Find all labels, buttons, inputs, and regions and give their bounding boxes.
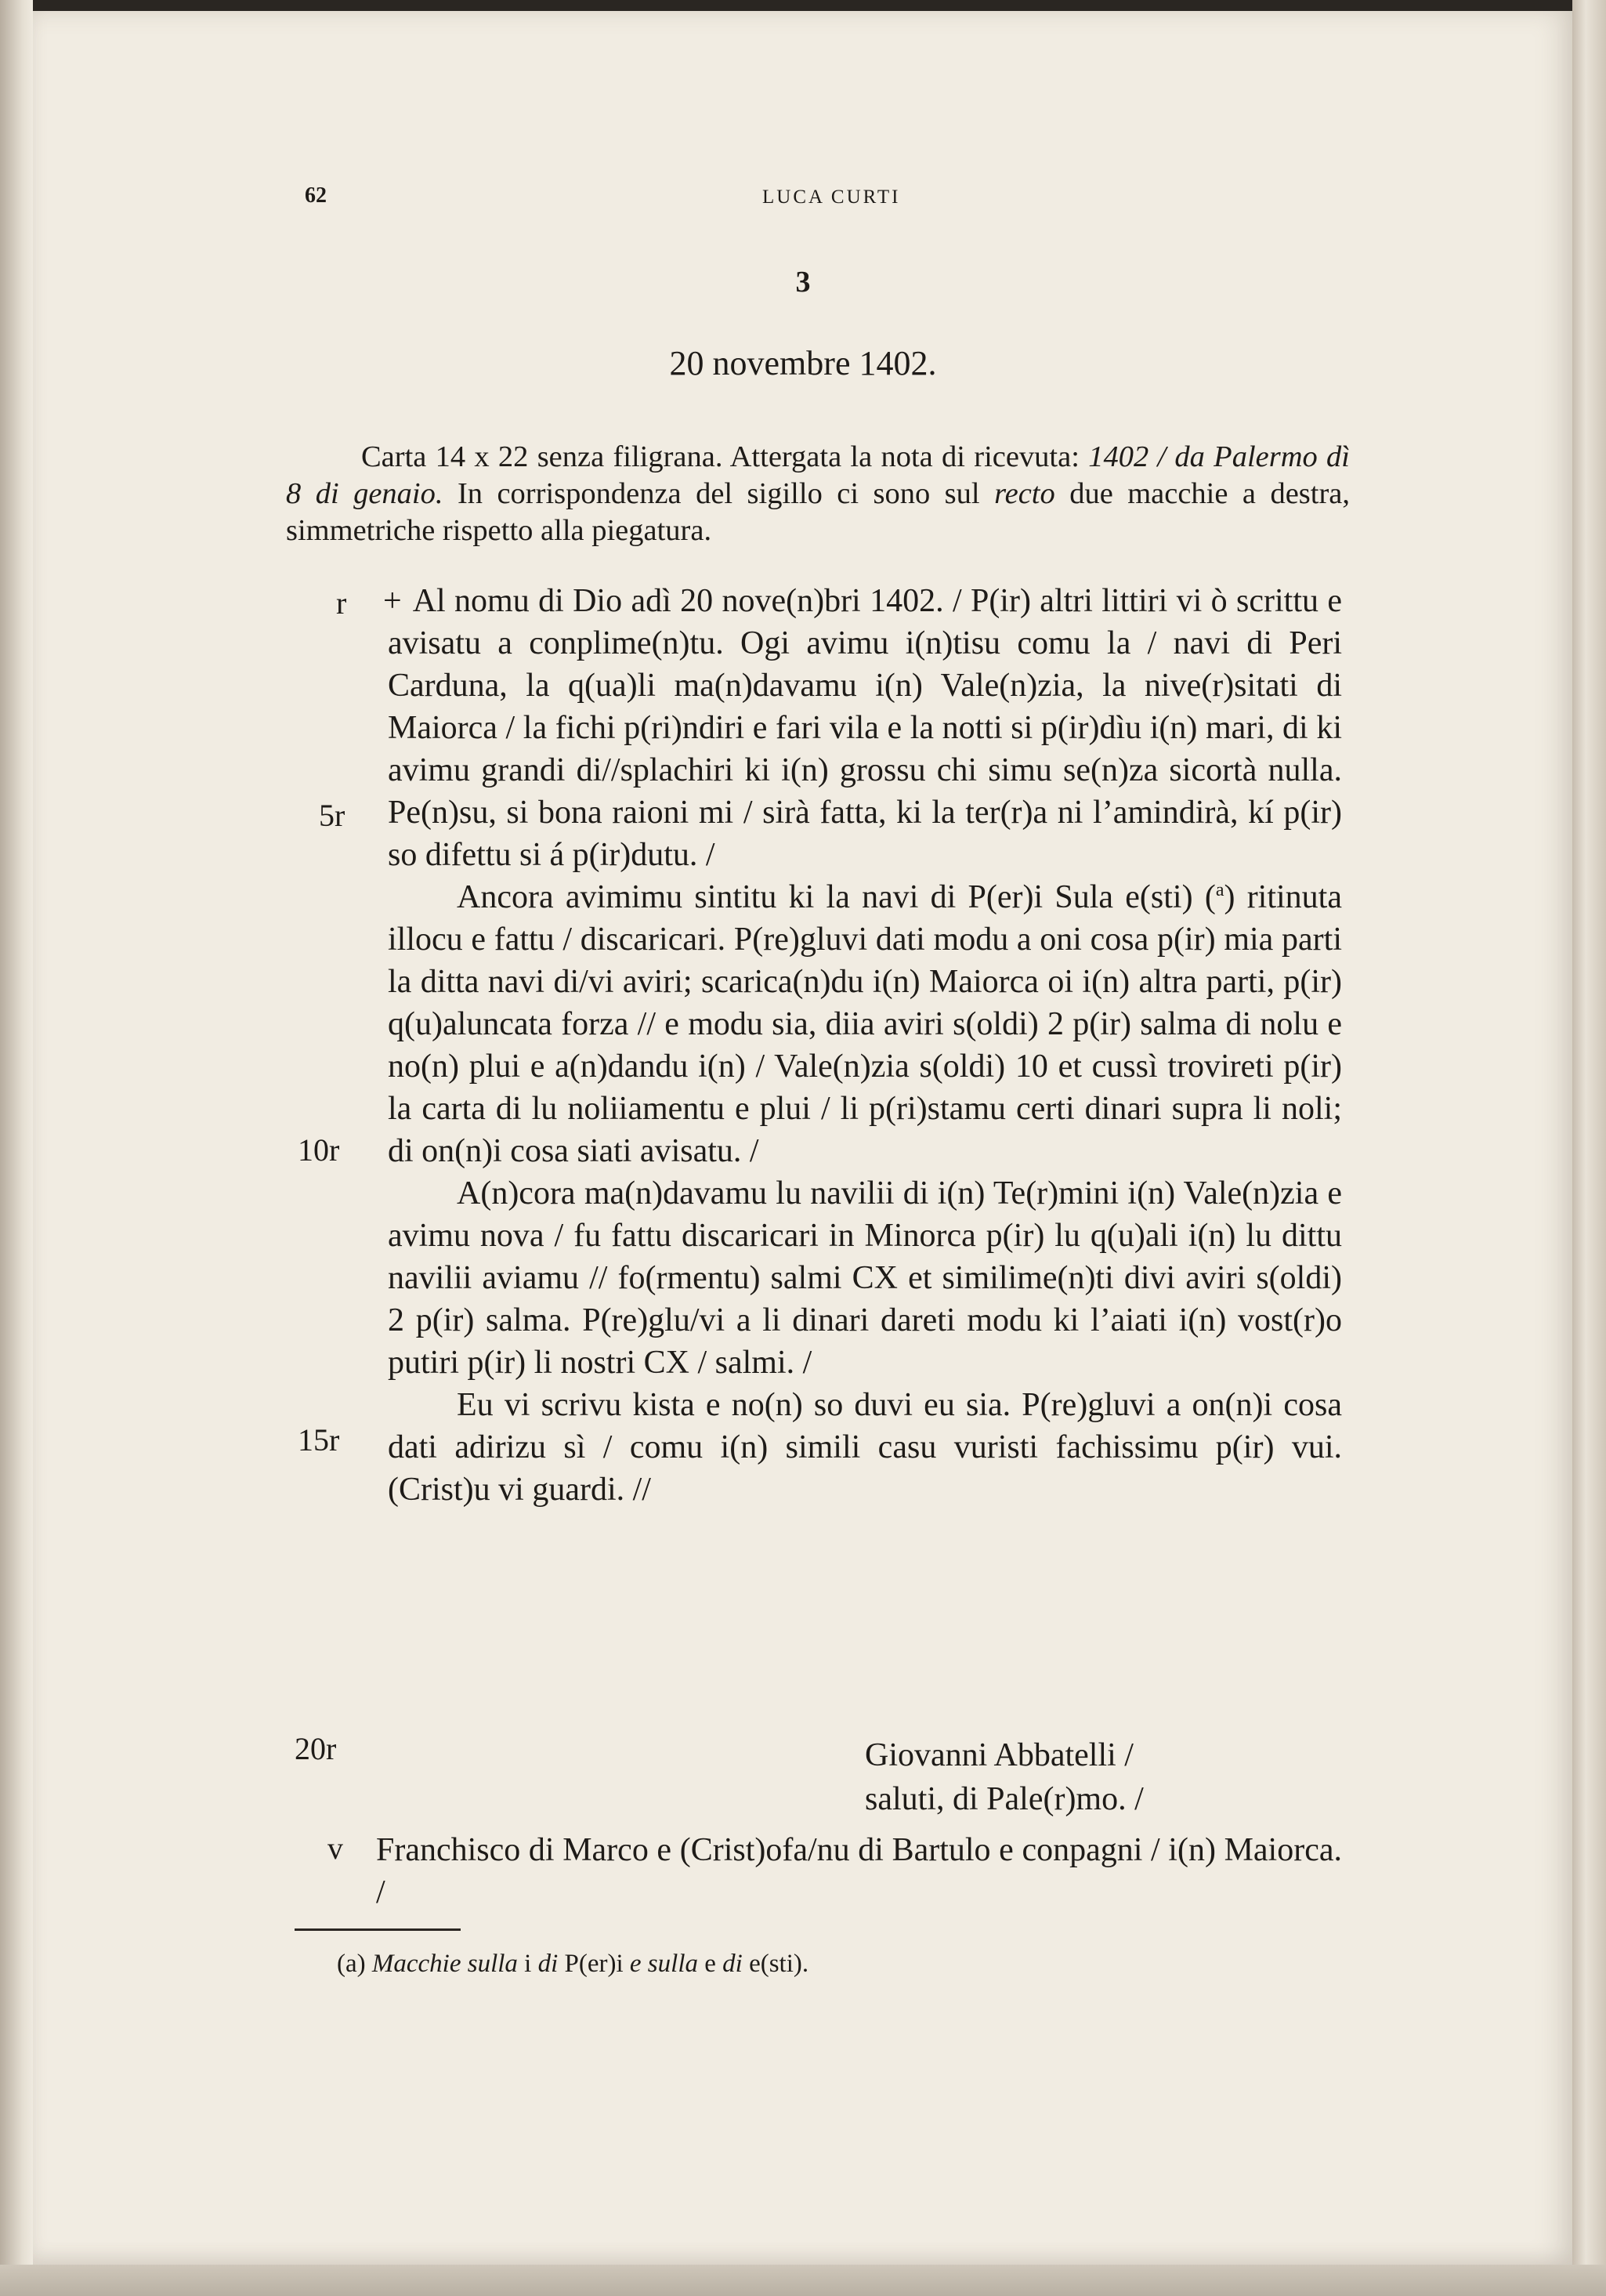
line-marker-15r: 15r [298, 1422, 340, 1458]
signature-block [865, 1733, 1144, 1821]
signature-line-1: Giovanni Abbatelli / [865, 1737, 1134, 1773]
letter-paragraph-2 [388, 876, 1342, 1172]
cross-symbol: + [383, 583, 402, 619]
footnote-italic-1: Macchie sulla [371, 1950, 518, 1978]
description-text-1: Carta 14 x 22 senza filigrana. Attergata la nota di ricevuta: [361, 440, 1089, 473]
footnote-roman-4: e(sti). [742, 1950, 809, 1978]
letter-paragraph-3: A(n)cora ma(n)davamu lu navilii di i(n) Te(r)mini i(n) Vale(n)zia e avimu nova / fu fattu discaricari in Minorca p(ir) lu q(u)ali i(n) lu dittu navilii aviamu // fo(rmentu) salmi CX et similime(n)ti divi aviri s(oldi) 2 p(ir) salma. P(re)glu/vi a li dinari dareti modu ki l’aiati i(n) vost(r)o putiri p(ir) li nostri CX / salmi. / [388, 1175, 1342, 1381]
line-marker-recto: r [336, 585, 347, 621]
line-marker-10r: 10r [298, 1132, 340, 1168]
footnote-mark: (a) [337, 1950, 366, 1978]
line-marker-5r: 5r [319, 798, 345, 833]
paragraph-1-text: Al nomu di Dio adì 20 nove(n)bri 1402. / P(ir) altri littiri vi ò scrittu e avisatu a conplime(n)tu. Ogi avimu i(n)tisu comu la / navi di Peri Carduna, la q(ua)li ma(n)davamu i(n) Vale(n)zia, la nive(r)sitati di Maiorca / la fichi p(ri)ndiri e fari vila e la notti si p(ir)dìu i(n) mari, di ki avimu grandi di//splachiri ki i(n) grossu chi simu se(n)za sicortà nulla. Pe(n)su, si bona raioni mi / sirà fatta, ki la ter(r)a ni l’amindirà, kí p(ir) so difettu si á p(ir)dutu. / [388, 583, 1342, 873]
footnote-italic-4: di [722, 1950, 743, 1978]
signature-line-2: saluti, di Pale(r)mo. / [865, 1781, 1144, 1817]
letter-body [383, 580, 1342, 1511]
footnote [337, 1950, 808, 1979]
line-marker-verso: v [327, 1831, 343, 1866]
footnote-roman-2: P(er)i [558, 1950, 630, 1978]
scan-bottom-edge [0, 2265, 1606, 2296]
footnote-divider [295, 1928, 461, 1931]
document-number: 3 [795, 266, 811, 299]
paragraph-2-text-b: ) ritinuta illocu e fattu / discaricari. P(re)gluvi dati modu a oni cosa p(ir) mia parti la ditta navi di/vi aviri; scarica(n)du i(n) Maiorca oi i(n) altra parti, p(ir) q(u)aluncata forza // e modu sia, diia aviri s(oldi) 2 p(ir) salma di nolu e no(n) plui e a(n)dandu i(n) / Vale(n)zia s(oldi) 10 et cussì trovireti p(ir) la carta di lu noliiamentu e plui / li p(ri)stamu certi dinari supra li noli; di on(n)i cosa siati avisatu. / [388, 879, 1342, 1169]
footnote-roman-1: i [517, 1950, 538, 1978]
document-description [286, 439, 1350, 549]
footnote-reference: a [1215, 880, 1224, 900]
footnote-italic-2: di [537, 1950, 559, 1978]
document-date: 20 novembre 1402. [669, 344, 937, 382]
description-text-2: In corrispondenza del sigillo ci sono sul [443, 477, 995, 510]
footnote-italic-3: e sulla [629, 1950, 698, 1978]
paragraph-2-text-a: Ancora avimimu sintitu ki la navi di P(er)i Sula e(sti) ( [457, 879, 1216, 915]
description-italic-1: 1402 / da Palermo dì 8 di genaio. [286, 440, 1350, 510]
line-marker-20r: 20r [295, 1731, 337, 1766]
letter-paragraph-1 [383, 580, 1342, 876]
page-number: 62 [305, 183, 327, 208]
description-italic-2: recto [994, 477, 1055, 510]
letter-address: Franchisco di Marco e (Crist)ofa/nu di Bartulo e conpagni / i(n) Maiorca. / [376, 1832, 1342, 1910]
letter-paragraph-4: Eu vi scrivu kista e no(n) so duvi eu sia. P(re)gluvi a on(n)i cosa dati adirizu sì / comu i(n) simili casu vuristi fachissimu p(ir) vui. (Crist)u vi guardi. // [388, 1387, 1342, 1508]
description-text-3: due macchie a destra, simmetriche rispetto alla piegatura. [286, 477, 1351, 547]
footnote-roman-3: e [697, 1950, 723, 1978]
running-header-author: LUCA CURTI [762, 187, 901, 208]
